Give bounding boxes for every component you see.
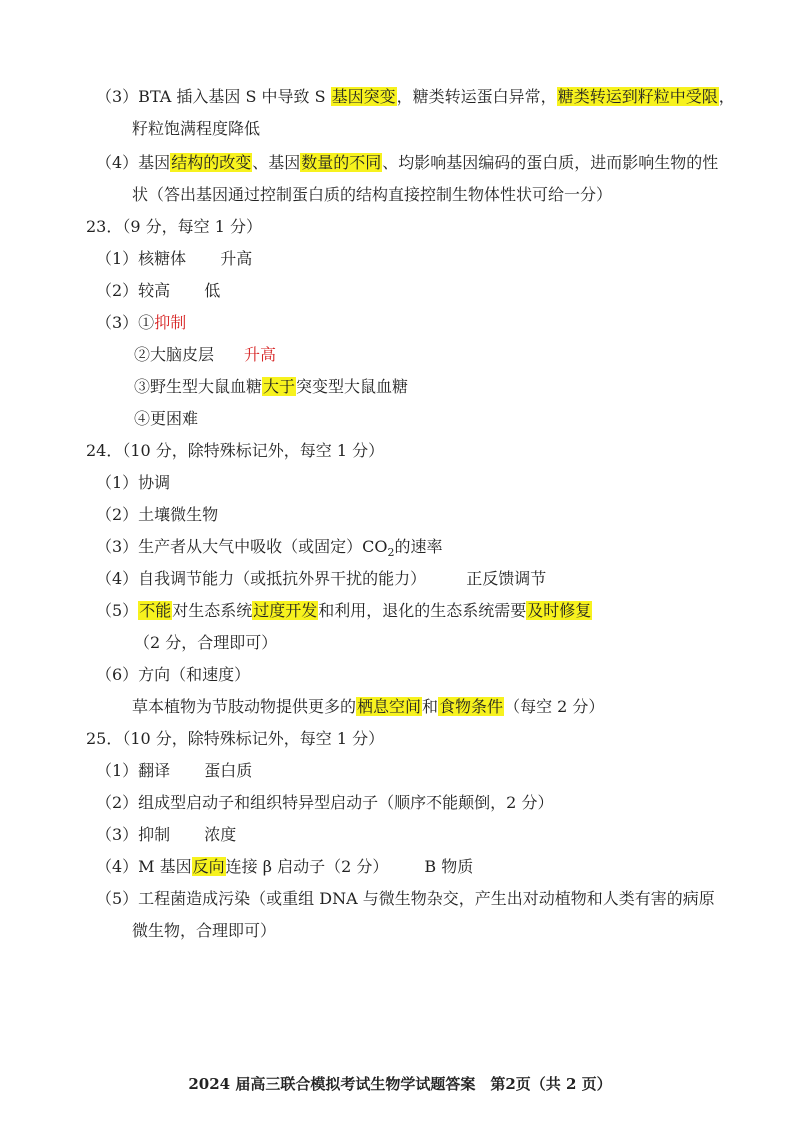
q23-answer-1: （1）核糖体 升高 [96,249,253,268]
highlight: 食物条件 [439,697,504,716]
q22-4-line2: 状（答出基因通过控制蛋白质的结构直接控制生物体性状可给一分） [132,185,613,204]
q24-answer-5-note: （2 分，合理即可） [134,633,278,652]
highlight: 大于 [263,377,296,396]
highlight: 结构的改变 [171,153,252,172]
q25-header: 25．（10 分，除特殊标记外，每空 1 分） [86,729,385,748]
q25-answer-3: （3）抑制 浓度 [96,825,237,844]
highlight: 不能 [139,601,172,620]
q23-answer-3-1: （3）①抑制 [96,313,187,332]
q23-answer-3-3: ③野生型大鼠血糖大于突变型大鼠血糖 [134,377,409,396]
q24-answer-6: （6）方向（和速度） [96,665,251,684]
highlight: 基因突变 [331,87,396,106]
q25-answer-1: （1）翻译 蛋白质 [96,761,253,780]
highlight: 数量的不同 [301,153,382,172]
highlight: 过度开发 [253,601,318,620]
q22-3-line1: （3）BTA 插入基因 S 中导致 S 基因突变，糖类转运蛋白异常，糖类转运到籽粒中受限， [96,87,735,106]
q24-answer-6-line2: 草本植物为节肢动物提供更多的栖息空间和食物条件（每空 2 分） [132,697,605,716]
q22-3-line2: 籽粒饱满程度降低 [132,119,261,138]
q24-answer-1: （1）协调 [96,473,171,492]
q23-header: 23．（9 分，每空 1 分） [86,217,262,236]
highlight: 及时修复 [527,601,592,620]
q23-answer-2: （2）较高 低 [96,281,221,300]
q24-header: 24．（10 分，除特殊标记外，每空 1 分） [86,441,385,460]
q25-answer-5: （5）工程菌造成污染（或重组 DNA 与微生物杂交，产生出对动植物和人类有害的病原 [96,889,715,908]
highlight: 反向 [192,857,225,876]
q24-answer-3: （3）生产者从大气中吸收（或固定）$CO_2$的速率 [96,537,443,560]
q24-answer-5: （5）不能对生态系统过度开发和利用，退化的生态系统需要及时修复 [96,601,592,620]
q25-answer-5-line2: 微生物，合理即可） [132,921,277,940]
q25-answer-2: （2）组成型启动子和组织特异型启动子（顺序不能颠倒，2 分） [96,793,554,812]
highlight: 糖类转运到籽粒中受限 [557,87,718,106]
q24-answer-4: （4）自我调节能力（或抵抗外界干扰的能力） 正反馈调节 [96,569,547,588]
page-footer: 2024 届高三联合模拟考试生物学试题答案 第2页（共 2 页） [188,1075,612,1093]
q22-4-line1: （4）基因结构的改变、基因数量的不同、均影响基因编码的蛋白质，进而影响生物的性 [96,153,719,172]
highlight: 栖息空间 [357,697,422,716]
q25-answer-4: （4）M 基因反向连接 β 启动子（2 分） B 物质 [96,857,474,876]
q23-answer-3-2: ②大脑皮层 升高 [134,345,277,364]
q23-answer-3-4: ④更困难 [134,409,199,428]
q24-answer-2: （2）土壤微生物 [96,505,219,524]
